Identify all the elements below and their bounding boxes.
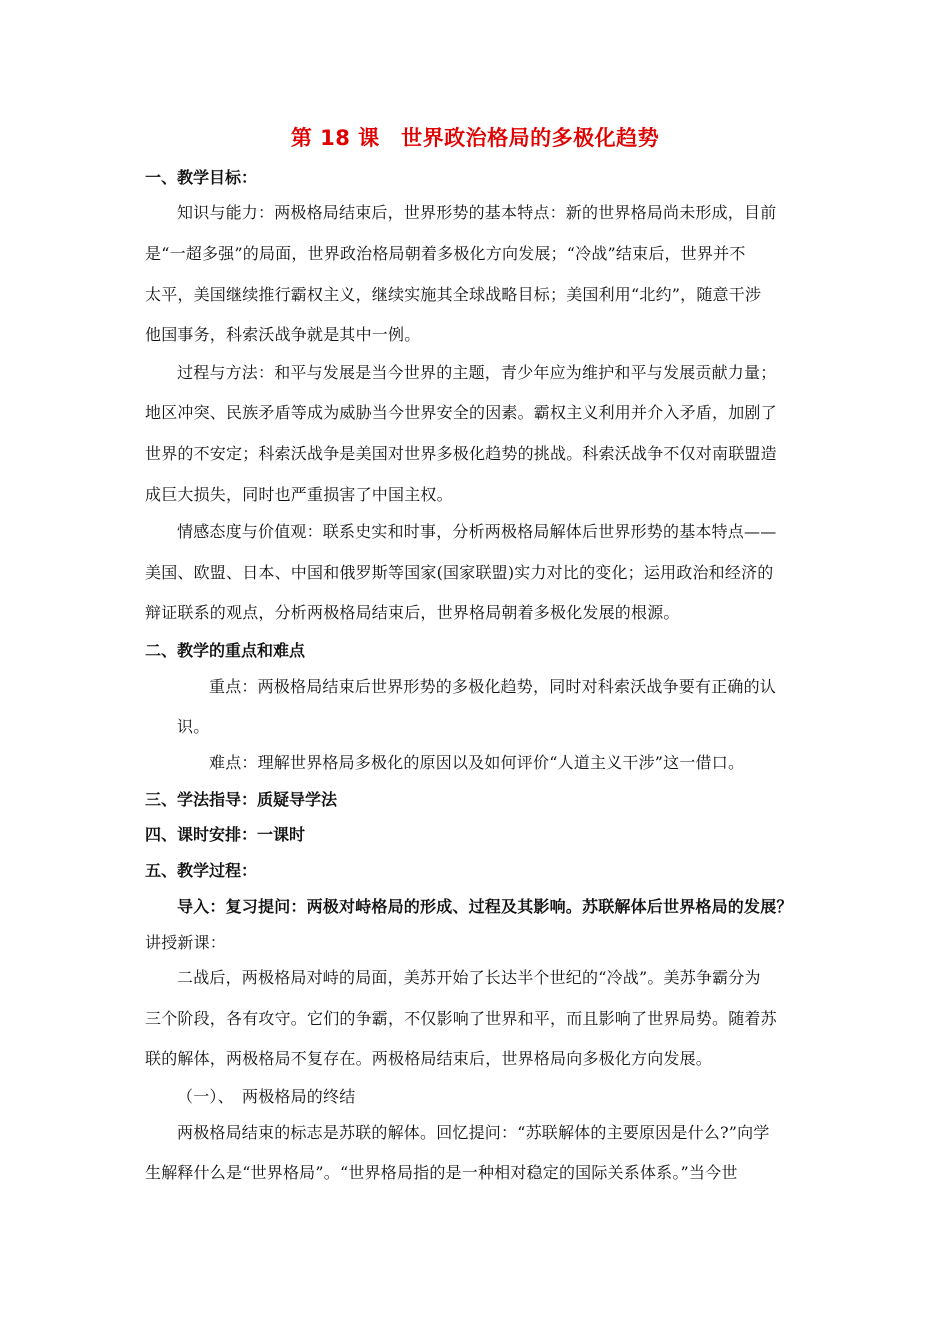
section-heading-process: 五、教学过程： (145, 861, 258, 880)
paragraph-line: 情感态度与价值观：联系史实和时事，分析两极格局解体后世界形势的基本特点—— (177, 522, 777, 541)
section-heading-focus: 二、教学的重点和难点 (145, 641, 306, 660)
paragraph-line: 知识与能力：两极格局结束后，世界形势的基本特点：新的世界格局尚未形成，目前 (177, 203, 777, 222)
intro-line: 导入：复习提问：两极对峙格局的形成、过程及其影响。苏联解体后世界格局的发展？ (177, 897, 793, 916)
subsection-heading: （一）、 两极格局的终结 (177, 1087, 356, 1106)
section-heading-objectives: 一、教学目标： (145, 168, 258, 187)
paragraph-line: 是“一超多强”的局面，世界政治格局朝着多极化方向发展；“冷战”结束后，世界并不 (145, 244, 746, 263)
paragraph-line: 难点：理解世界格局多极化的原因以及如何评价“人道主义干涉”这一借口。 (209, 753, 745, 772)
paragraph-line: 联的解体，两极格局不复存在。两极格局结束后，世界格局向多极化方向发展。 (145, 1049, 713, 1068)
paragraph-line: 他国事务，科索沃战争就是其中一例。 (145, 325, 421, 344)
paragraph-line: 两极格局结束的标志是苏联的解体。回忆提问：“苏联解体的主要原因是什么?”向学 (177, 1123, 770, 1142)
paragraph-line: 地区冲突、民族矛盾等成为威胁当今世界安全的因素。霸权主义利用并介入矛盾，加剧了 (145, 403, 777, 422)
paragraph-line: 太平，美国继续推行霸权主义，继续实施其全球战略目标；美国利用“北约”，随意干涉 (145, 285, 762, 304)
paragraph-line: 二战后，两极格局对峙的局面，美苏开始了长达半个世纪的“冷战”。美苏争霸分为 (177, 968, 761, 987)
paragraph-line: 识。 (177, 717, 210, 736)
paragraph-line: 辩证联系的观点，分析两极格局结束后，世界格局朝着多极化发展的根源。 (145, 603, 680, 622)
lesson-title: 第 18 课 世界政治格局的多极化趋势 (290, 126, 660, 150)
paragraph-line: 讲授新课： (145, 933, 227, 952)
paragraph-line: 三个阶段，各有攻守。它们的争霸，不仅影响了世界和平，而且影响了世界局势。随着苏 (145, 1009, 777, 1028)
paragraph-line: 过程与方法：和平与发展是当今世界的主题，青少年应为维护和平与发展贡献力量； (177, 363, 777, 382)
section-heading-method: 三、学法指导：质疑导学法 (145, 790, 338, 809)
paragraph-line: 成巨大损失，同时也严重损害了中国主权。 (145, 485, 453, 504)
section-heading-schedule: 四、课时安排：一课时 (145, 825, 306, 844)
paragraph-line: 世界的不安定；科索沃战争是美国对世界多极化趋势的挑战。科索沃战争不仅对南联盟造 (145, 444, 777, 463)
paragraph-line: 生解释什么是“世界格局”。“世界格局指的是一种相对稳定的国际关系体系。”当今世 (145, 1163, 738, 1182)
paragraph-line: 重点：两极格局结束后世界形势的多极化趋势，同时对科索沃战争要有正确的认 (209, 677, 777, 696)
paragraph-line: 美国、欧盟、日本、中国和俄罗斯等国家(国家联盟)实力对比的变化；运用政治和经济的 (145, 563, 774, 582)
